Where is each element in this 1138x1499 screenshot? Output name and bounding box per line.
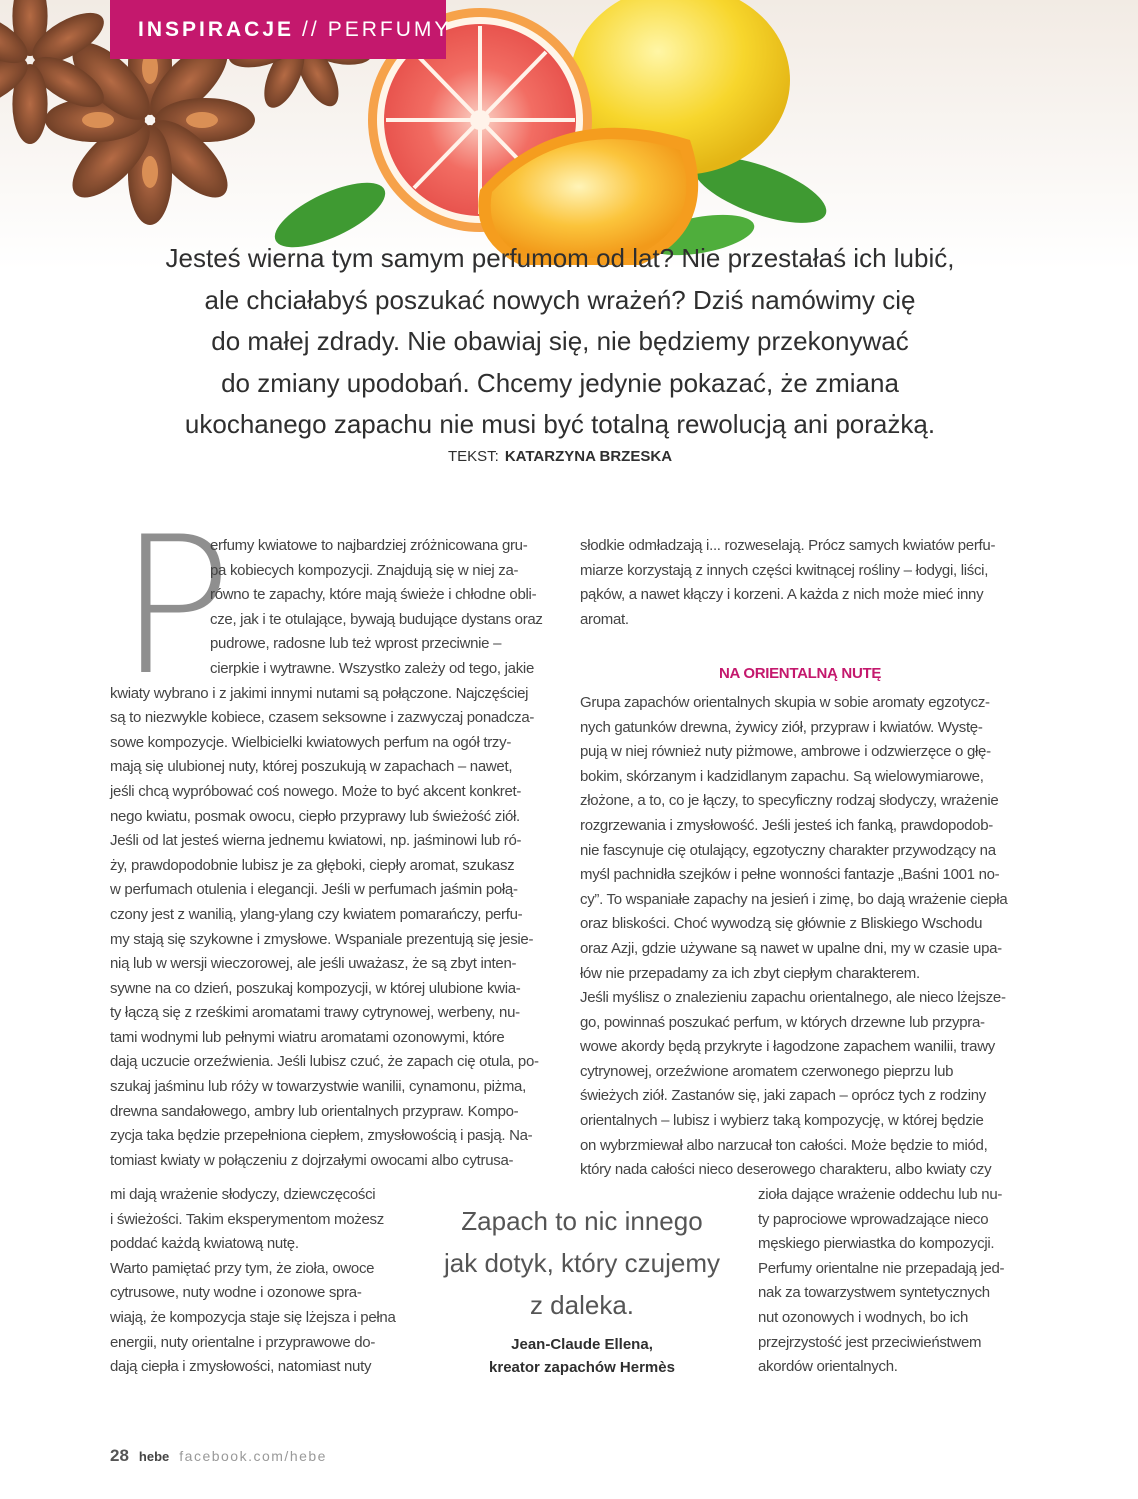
pull-quote-line: Zapach to nic innego: [461, 1206, 703, 1236]
article-line: miarze korzystają z innych części kwitnącej rośliny – łodygi, liści,: [580, 561, 989, 579]
article-line: słodkie odmładzają i... rozweselają. Prócz samych kwiatów perfu-: [580, 537, 996, 554]
article-line: pują w niej również nuty piżmowe, ambrowe i odzwierzęce o głę-: [580, 743, 991, 761]
article-line: rozgrzewania i zmysłowość. Jeśli jesteś ich fanką, prawdopodob-: [580, 816, 993, 834]
article-line: sywne na co dzień, poszukaj kompozycji, w której ulubione kwia-: [110, 979, 521, 997]
article-line: nią lub w wersji wieczorowej, ale jeśli uważasz, że są zbyt inten-: [110, 955, 517, 973]
article-line: cierpkie i wytrawne. Wszystko zależy od tego, jakie: [210, 659, 534, 677]
byline-label: TEKST:: [447, 448, 499, 465]
section-separator: //: [302, 17, 320, 41]
article-line: mi dają wrażenie słodyczy, dziewczęcości: [110, 1186, 376, 1203]
article-line: który nada całości nieco deserowego charakteru, albo kwiaty czy: [580, 1161, 992, 1179]
article-line: pa kobiecych kompozycji. Znajdują się w niej za-: [210, 561, 519, 579]
article-line: sowe kompozycje. Wielbicielki kwiatowych perfum na ogół trzy-: [110, 733, 512, 751]
lead-line: do małej zdrady. Nie obawiaj się, nie będziemy przekonywać: [211, 326, 909, 356]
article-line: dają uczucie orzeźwienia. Jeśli lubisz czuć, że zapach cię otula, po-: [110, 1053, 539, 1071]
page-footer: [110, 1446, 327, 1466]
lead-line: do zmiany upodobań. Chcemy jedynie pokazać, że zmiana: [221, 367, 899, 398]
article-line: pudrowe, radosne lub też wprost przeciwnie –: [210, 635, 502, 653]
article-line: nak za towarzystwem syntetycznych: [758, 1284, 990, 1302]
brand-logo: hebe: [138, 1449, 170, 1464]
page-number: 28: [110, 1446, 129, 1465]
byline: [100, 448, 1020, 465]
section-subheading: NA ORIENTALNĄ NUTĘ: [718, 665, 882, 683]
article-line: Perfumy orientalne nie przepadają jed-: [758, 1259, 1005, 1277]
article-line: zycja taka będzie przepełniona ciepłem, zmysłowością i pasją. Na-: [110, 1127, 533, 1145]
lead-line: Jesteś wierna tym samym perfumom od lat? Nie przestałaś ich lubić,: [165, 243, 955, 273]
article-column-1-tail: [110, 1183, 408, 1380]
pull-quote: [432, 1200, 732, 1326]
article-line: ty paprociowe wprowadzające nieco: [758, 1210, 989, 1228]
pull-quote-line: jak dotyk, który czujemy: [444, 1248, 720, 1278]
article-line: mają się ulubionej nuty, której poszukują w zapachach – nawet,: [110, 758, 513, 776]
article-line: myśl pachnidła szejków i pełne wonności fantazje „Baśni 1001 no-: [580, 866, 1000, 884]
byline-author: KATARZYNA BRZESKA: [504, 448, 673, 465]
article-line: ży, prawdopodobnie lubisz je za głęboki, ciepły aromat, szukasz: [110, 856, 515, 874]
article-column-2: [580, 534, 1020, 1183]
article-line: nego kwiatu, posmak owocu, ciepło przyprawy lub świeżość ziół.: [110, 807, 520, 825]
quote-author-role: kreator zapachów Hermès: [489, 1359, 675, 1376]
drop-cap: P: [118, 496, 233, 717]
article-line: szukaj jaśminu lub róży w towarzystwie wanilii, cynamonu, piżma,: [110, 1078, 526, 1096]
article-line: tami wodnymi lub pełnymi wiatru aromatami ozonowymi, które: [110, 1028, 505, 1046]
section-tag: [110, 0, 452, 59]
article-line: orientalnych – lubisz i wybierz taką kompozycję, w której będzie: [580, 1112, 984, 1130]
article-column-2-tail: [758, 1183, 1020, 1380]
article-line: i świeżości. Takim eksperymentom możesz: [110, 1210, 384, 1228]
article-line: dają ciepła i zmysłowości, natomiast nuty: [110, 1358, 372, 1376]
article-line: bokim, skórzanym i kadzidlanym zapachu. Są wielowymiarowe,: [580, 767, 984, 785]
article-line: Jeśli myślisz o znalezieniu zapachu orientalnego, ale nieco lżejsze-: [580, 989, 1006, 1007]
article-line: tomiast kwiaty w połączeniu z dojrzałymi owocami albo cytrusa-: [110, 1151, 514, 1169]
lead-line: ukochanego zapachu nie musi być totalną rewolucją ani porażką.: [184, 409, 936, 439]
article-line: Grupa zapachów orientalnych skupia w sobie aromaty egzotycz-: [580, 693, 990, 711]
article-line: aromat.: [580, 610, 629, 628]
article-line: energii, nuty orientalne i przyprawowe do-: [110, 1333, 376, 1351]
article-line: Jeśli od lat jesteś wierna jednemu kwiatowi, np. jaśminowi lub ró-: [110, 832, 522, 850]
article-line: nut ozonowych i wodnych, bo ich: [758, 1308, 968, 1326]
article-line: on wybrzmiewał albo narzucał ton całości. Może będzie to miód,: [580, 1136, 988, 1154]
article-line: my stają się szykowne i zmysłowe. Wspaniale prezentują się jesie-: [110, 930, 534, 948]
article-line: cy”. To wspaniałe zapachy na jesień i zimę, bo dają wrażenie ciepła: [580, 890, 1008, 908]
article-line: równo te zapachy, które mają świeże i chłodne obli-: [210, 586, 537, 604]
section-label: INSPIRACJE: [138, 17, 295, 41]
article-line: Warto pamiętać przy tym, że zioła, owoce: [110, 1259, 375, 1277]
social-link[interactable]: facebook.com/hebe: [179, 1448, 327, 1464]
article-line: cze, jak i te otulające, bywają budujące dystans oraz: [210, 610, 543, 628]
article-line: wowe akordy będą przykryte i łagodzone zapachem wanilii, trawy: [580, 1038, 995, 1056]
article-line: ty łączą się z rześkimi aromatami trawy cytrynowej, werbeny, nu-: [110, 1004, 520, 1022]
article-line: cytrusowe, nuty wodne i ozonowe spra-: [110, 1284, 362, 1302]
article-line: kwiaty wybrano i z jakimi innymi nutami są połączone. Najczęściej: [110, 684, 529, 702]
article-line: oraz Azji, gdzie używane są nawet w upalne dni, my w czasie upa-: [580, 939, 1002, 957]
article-line: świeżych ziół. Zastanów się, jaki zapach – oprócz tych z rodziny: [580, 1087, 986, 1105]
lead-paragraph: [100, 238, 1020, 446]
article-line: oraz bliskości. Choć wywodzą się głównie z Bliskiego Wschodu: [580, 915, 983, 933]
pull-quote-attribution: [432, 1333, 732, 1379]
article-line: poddać każdą kwiatową nutę.: [110, 1235, 299, 1253]
article-line: zioła dające wrażenie oddechu lub nu-: [758, 1186, 1003, 1203]
article-line: są to niezwykle kobiece, czasem seksowne i zazwyczaj ponadcza-: [110, 709, 535, 727]
pull-quote-line: z daleka.: [529, 1290, 635, 1320]
article-line: czony jest z wanilią, ylang-ylang czy kwiatem pomarańczy, perfu-: [110, 905, 523, 923]
article-line: go, powinnaś poszukać perfum, w których drzewne lub przypra-: [580, 1013, 985, 1031]
article-line: wiają, że kompozycja staje się lżejsza i pełna: [110, 1308, 396, 1326]
article-line: pąków, a nawet kłączy i korzeni. A każda z nich może mieć inny: [580, 586, 984, 604]
article-line: męskiego pierwiastka do kompozycji.: [758, 1235, 995, 1253]
article-column-1: [110, 534, 557, 1173]
article-line: jeśli chcą wypróbować coś nowego. Może to być akcent konkret-: [110, 782, 522, 800]
section-topic: PERFUMY: [327, 17, 452, 41]
article-line: łów nie przepadamy za ich zbyt ciepłym charakterem.: [580, 964, 920, 982]
article-line: akordów orientalnych.: [758, 1358, 898, 1376]
article-line: cytrynowej, orzeźwione aromatem czerwonego pieprzu lub: [580, 1062, 954, 1080]
article-line: drewna sandałowego, ambry lub orientalnych przypraw. Kompo-: [110, 1102, 519, 1120]
quote-author-name: Jean-Claude Ellena,: [511, 1336, 653, 1353]
article-line: erfumy kwiatowe to najbardziej zróżnicowana gru-: [210, 537, 528, 554]
article-line: przejrzystość jest przeciwieństwem: [758, 1333, 982, 1351]
lead-line: ale chciałabyś poszukać nowych wrażeń? Dziś namówimy cię: [204, 284, 916, 315]
article-line: nych gatunków drewna, żywicy ziół, przypraw i kwiatów. Wystę-: [580, 718, 983, 736]
article-line: nie fascynuje cię otulający, egzotyczny charakter przywodzący na: [580, 841, 996, 859]
article-line: w perfumach otulenia i elegancji. Jeśli w perfumach jaśmin połą-: [110, 881, 518, 899]
article-line: złożone, a to, co je łączy, to specyficzny rodzaj słodyczy, wrażenie: [580, 792, 999, 810]
